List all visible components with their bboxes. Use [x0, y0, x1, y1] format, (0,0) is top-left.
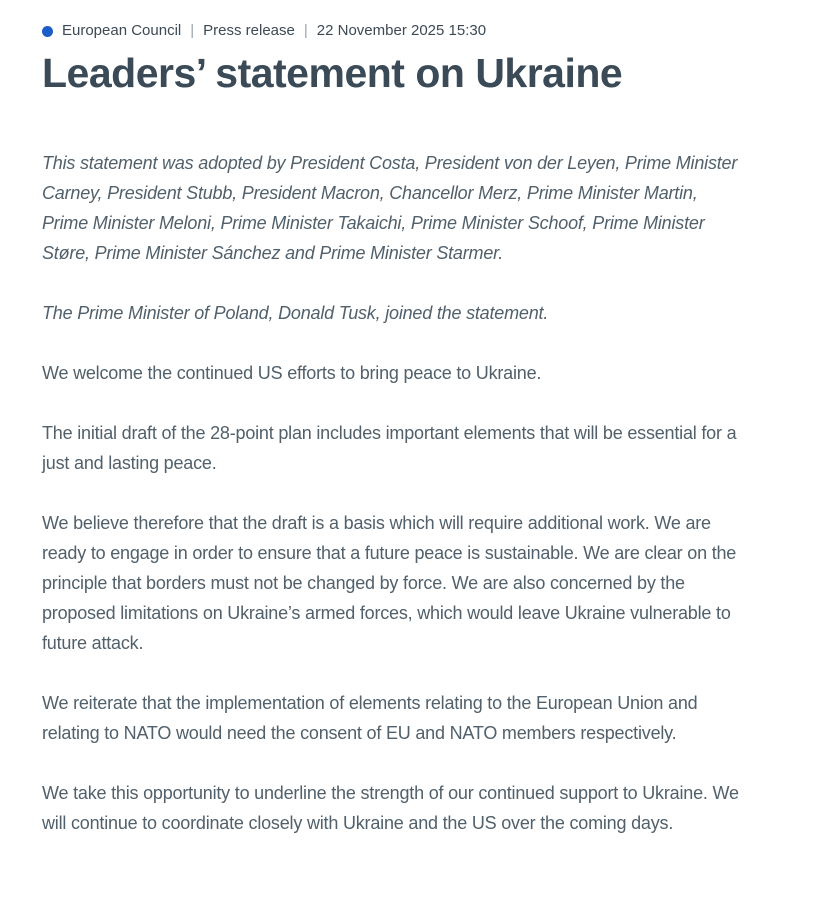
meta-type: Press release	[203, 22, 295, 39]
article-body	[42, 148, 748, 838]
meta-separator: |	[303, 22, 308, 39]
paragraph-eu-nato-consent: We reiterate that the implementation of elements relating to the European Union and relating to NATO would need the consent of EU and NATO members respectively.	[42, 693, 698, 743]
paragraph-adopted-by: This statement was adopted by President Costa, President von der Leyen, Prime Minister Carney, President Stubb, President Macron, Chancellor Merz, Prime Minister Martin, Prime Minister Meloni, Prime Minister Takaichi, Prime Minister Schoof, Prime Minister Støre, Prime Minister Sánchez and Prime Minister Starmer.	[42, 153, 738, 263]
paragraph-initial-draft: The initial draft of the 28-point plan includes important elements that will be essential for a just and lasting peace.	[42, 423, 737, 473]
paragraph-continued-support: We take this opportunity to underline the strength of our continued support to Ukraine. We will continue to coordinate closely with Ukraine and the US over the coming days.	[42, 783, 739, 833]
paragraph-welcome-us-efforts: We welcome the continued US efforts to bring peace to Ukraine.	[42, 363, 542, 383]
paragraph-draft-basis: We believe therefore that the draft is a basis which will require additional work. We are ready to engage in order to ensure that a future peace is sustainable. We are clear on the principle that borders must not be changed by force. We are also concerned by the proposed limitations on Ukraine’s armed forces, which would leave Ukraine vulnerable to future attack.	[42, 513, 737, 653]
page-title: Leaders’ statement on Ukraine	[42, 50, 623, 96]
meta-datetime: 22 November 2025 15:30	[316, 22, 487, 39]
meta-source: European Council	[62, 22, 182, 39]
meta-separator: |	[190, 22, 195, 39]
paragraph-poland-joined: The Prime Minister of Poland, Donald Tusk, joined the statement.	[42, 303, 549, 323]
accent-dot-icon	[42, 26, 53, 37]
article-meta	[42, 22, 748, 40]
